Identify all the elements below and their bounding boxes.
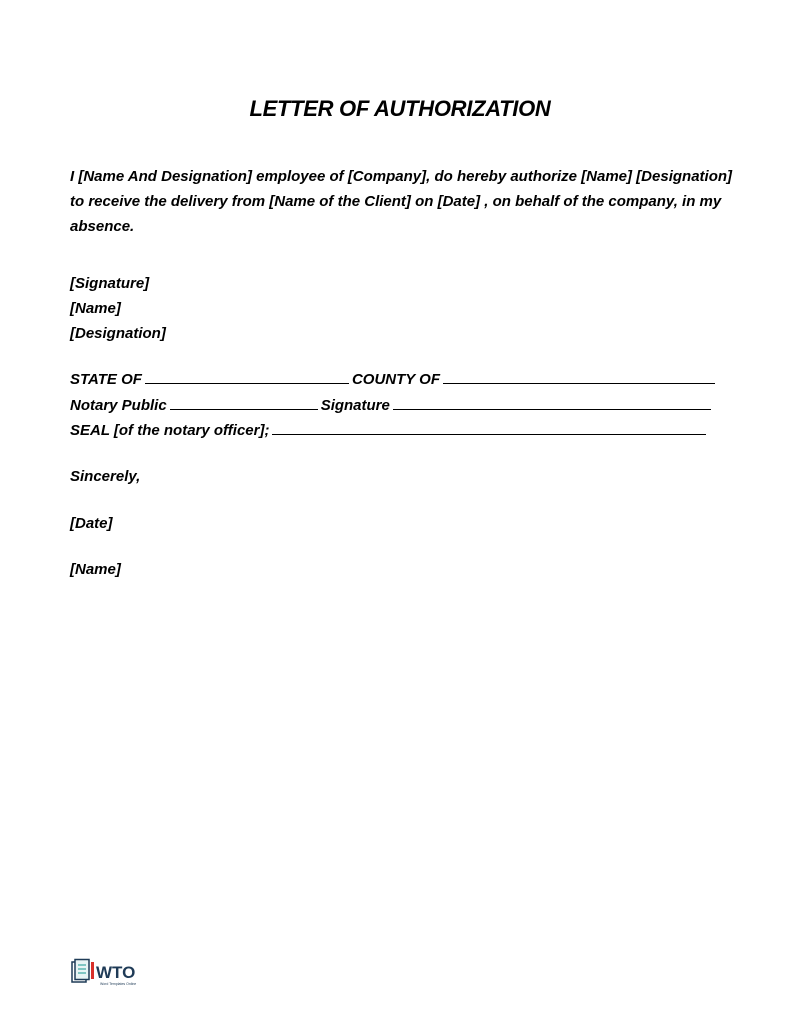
county-blank — [443, 371, 715, 384]
notary-blank — [170, 397, 318, 410]
seal-line — [70, 422, 709, 439]
seal-blank — [272, 422, 706, 435]
seal-label: SEAL [of the notary officer]; — [70, 422, 270, 439]
closing: Sincerely, — [70, 468, 141, 485]
document-title: LETTER OF AUTHORIZATION — [249, 96, 551, 121]
signature-label: Signature — [320, 397, 390, 414]
date-placeholder: [Date] — [70, 515, 113, 532]
designation-placeholder: [Designation] — [70, 325, 166, 342]
notary-line — [70, 397, 714, 414]
notary-label: Notary Public — [70, 397, 167, 414]
state-county-line — [70, 371, 718, 388]
svg-text:WTO: WTO — [96, 963, 136, 982]
svg-text:Word Templates Online: Word Templates Online — [100, 982, 137, 986]
county-label: COUNTY OF — [351, 371, 441, 388]
closing-name-placeholder: [Name] — [70, 561, 121, 578]
authorization-paragraph: I [Name And Designation] employee of [Company], do hereby authorize [Name] [Designation] to receive the delivery from [Name of the Client] on [Date] , on behalf of the company, in my absence. — [70, 168, 733, 235]
wto-logo — [70, 958, 160, 988]
signature-blank — [393, 397, 711, 410]
name-placeholder: [Name] — [70, 300, 121, 317]
state-label: STATE OF — [70, 371, 142, 388]
signature-placeholder: [Signature] — [70, 275, 150, 292]
state-blank — [145, 371, 349, 384]
